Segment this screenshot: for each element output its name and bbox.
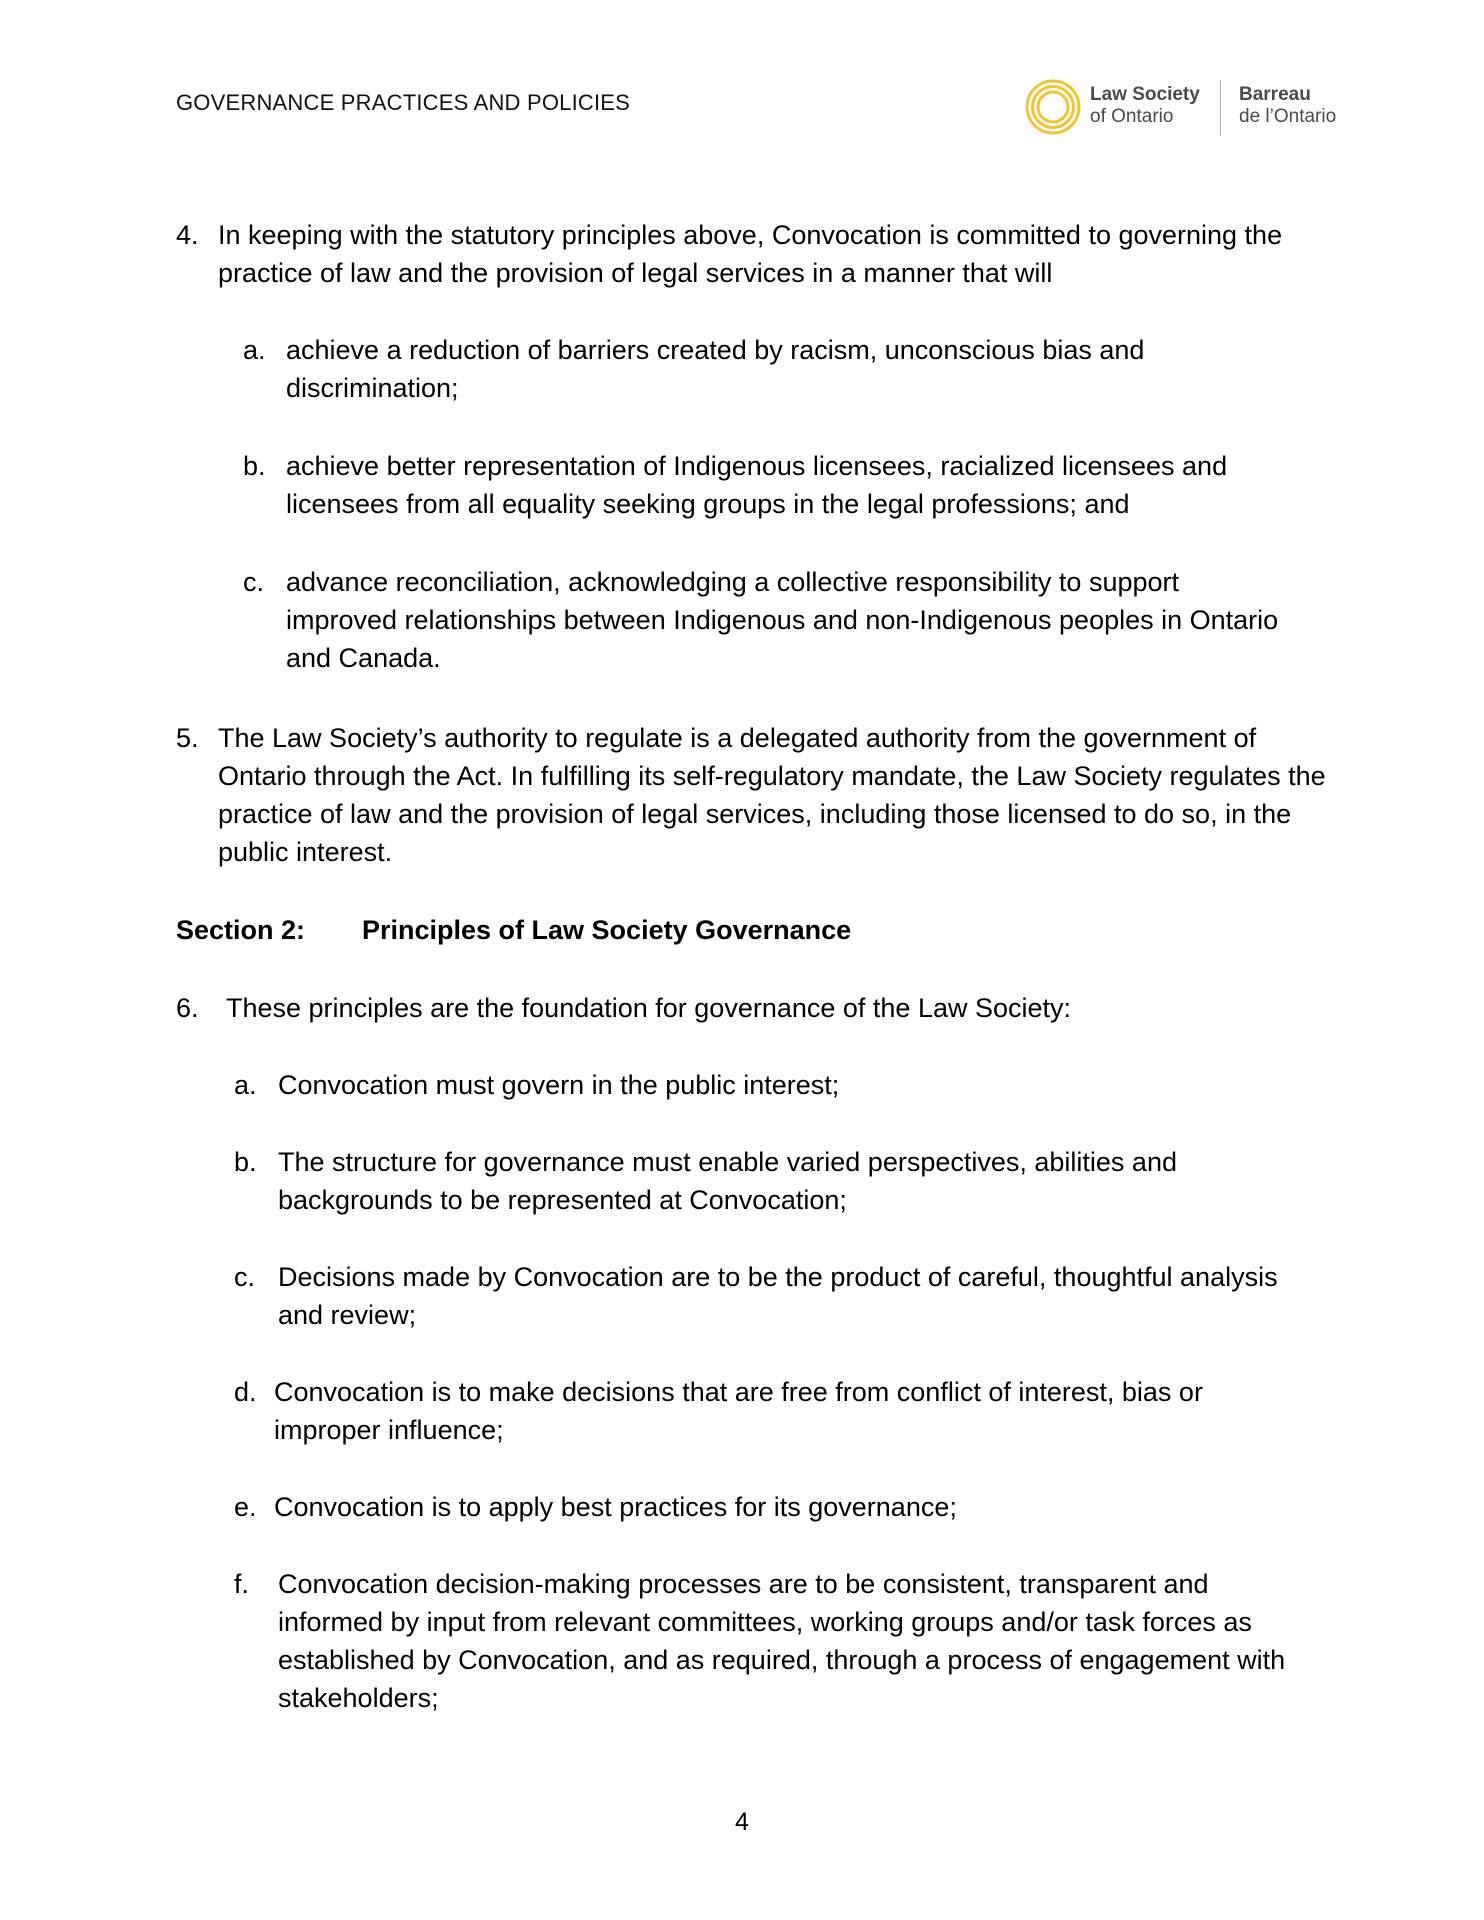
item-letter: b. <box>234 1147 257 1177</box>
item-letter: c. <box>243 567 265 597</box>
logo-french-line1: Barreau <box>1239 84 1311 105</box>
item-text: Convocation is to apply best practices for its governance; <box>274 1492 957 1522</box>
law-society-logo <box>1024 78 1344 140</box>
item-letter: d. <box>234 1377 257 1407</box>
item-text: The structure for governance must enable varied perspectives, abilities and backgrounds to be represented at Convocation; <box>278 1147 1177 1215</box>
item-letter: f. <box>234 1569 250 1599</box>
item-text: Convocation is to make decisions that are free from conflict of interest, bias or improper influence; <box>274 1377 1203 1445</box>
item-text: advance reconciliation, acknowledging a collective responsibility to support improved relationships between Indigenous and non-Indigenous peoples in Ontario and Canada. <box>286 567 1279 673</box>
paragraph-text: The Law Society’s authority to regulate is a delegated authority from the government of Ontario through the Act. In fulfilling its self-regulatory mandate, the Law Society regulates the practice of law and the provision of legal services, including those licensed to do so, in the public interest. <box>218 723 1326 867</box>
item-letter: a. <box>243 335 266 365</box>
item-letter: e. <box>234 1492 257 1522</box>
paragraph-number: 4. <box>176 220 199 250</box>
paragraph-text: These principles are the foundation for governance of the Law Society: <box>226 993 1072 1023</box>
document-header-title: GOVERNANCE PRACTICES AND POLICIES <box>176 90 631 115</box>
item-text: Convocation decision-making processes are to be consistent, transparent and informed by input from relevant committees, working groups and/or task forces as established by Convocation, and as required, through a process of engagement with stakeholders; <box>278 1569 1286 1713</box>
paragraph-number: 6. <box>176 993 199 1023</box>
logo-english-line1: Law Society <box>1090 84 1200 105</box>
paragraph-text: In keeping with the statutory principles above, Convocation is committed to governing the practice of law and the provision of legal services in a manner that will <box>218 220 1283 288</box>
item-letter: c. <box>234 1262 256 1292</box>
paragraph-number: 5. <box>176 723 199 753</box>
item-letter: a. <box>234 1070 257 1100</box>
law-society-ring-icon <box>1024 78 1082 136</box>
item-text: achieve better representation of Indigenous licensees, racialized licensees and licensees from all equality seeking groups in the legal professions; and <box>286 451 1228 519</box>
logo-divider <box>1220 80 1221 136</box>
section-title: Principles of Law Society Governance <box>362 915 852 945</box>
item-text: Convocation must govern in the public interest; <box>278 1070 840 1100</box>
logo-french-name <box>1239 84 1336 128</box>
logo-french-line2: de l’Ontario <box>1239 106 1337 127</box>
item-letter: b. <box>243 451 266 481</box>
section-label: Section 2: <box>176 915 306 945</box>
logo-english-line2: of Ontario <box>1090 106 1174 127</box>
logo-english-name <box>1090 84 1200 128</box>
item-text: achieve a reduction of barriers created by racism, unconscious bias and discrimination; <box>286 335 1145 403</box>
item-text: Decisions made by Convocation are to be the product of careful, thoughtful analysis and review; <box>278 1262 1278 1330</box>
page-number: 4 <box>735 1808 749 1836</box>
